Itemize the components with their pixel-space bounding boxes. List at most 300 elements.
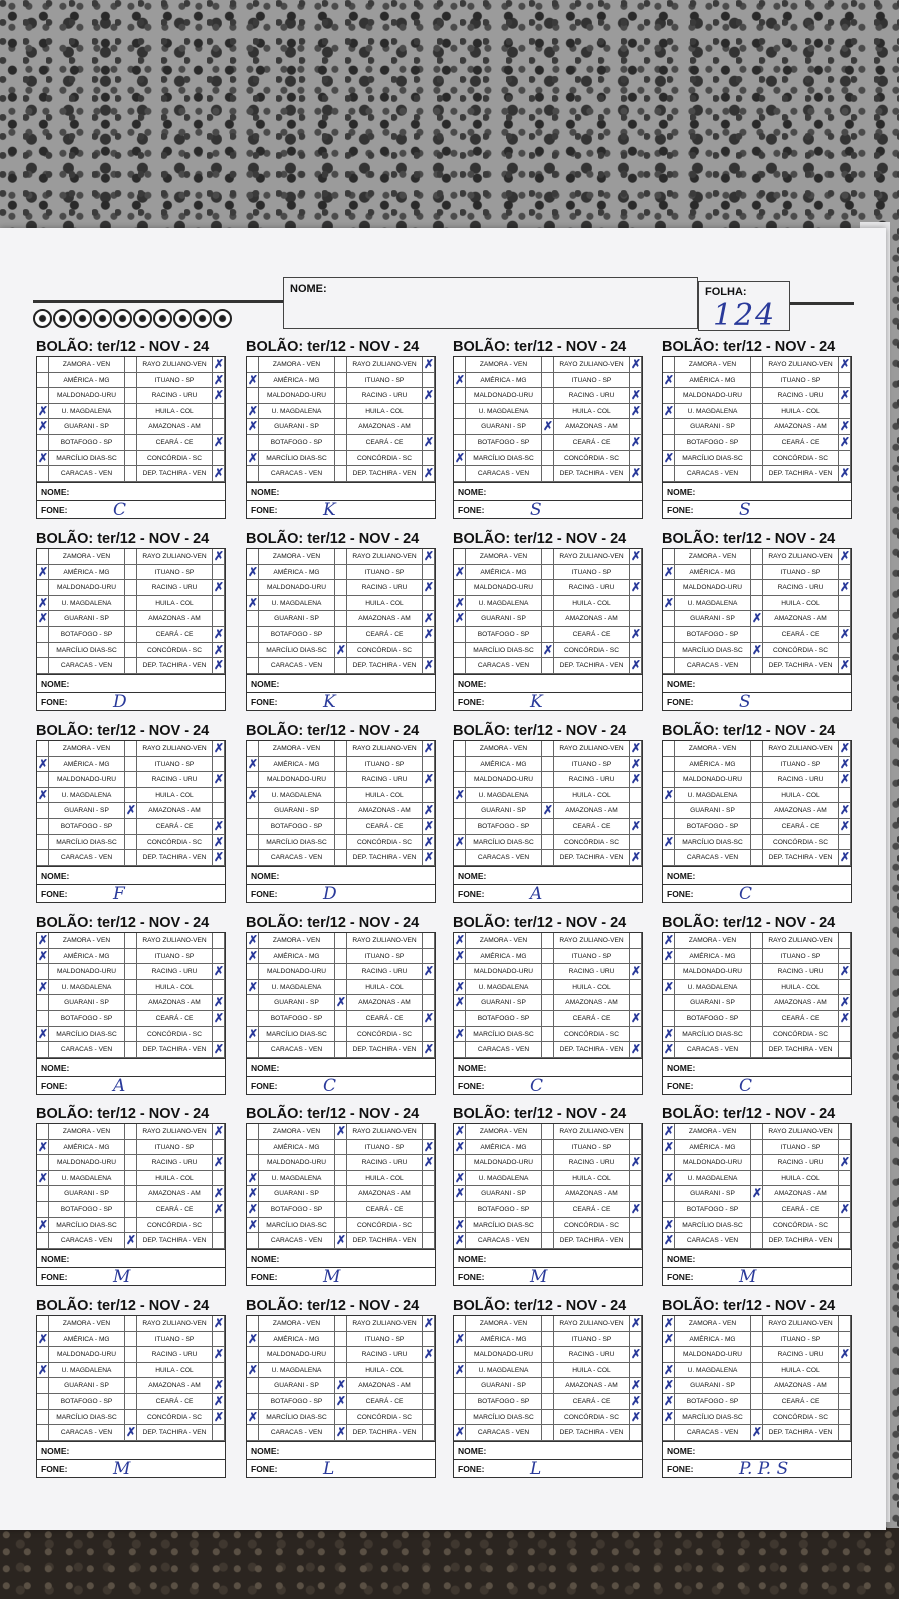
pick-box-away[interactable]	[630, 373, 642, 388]
pick-box-home[interactable]	[247, 1186, 259, 1201]
pick-box-away[interactable]	[423, 1171, 435, 1186]
pick-box-draw[interactable]	[125, 466, 137, 481]
pick-box-home[interactable]	[247, 803, 259, 818]
pick-box-draw[interactable]	[335, 933, 347, 948]
pick-box-draw[interactable]	[751, 1316, 763, 1331]
pick-box-away[interactable]	[213, 643, 225, 658]
pick-box-draw[interactable]	[125, 1202, 137, 1217]
phone-value[interactable]: L	[530, 1458, 542, 1479]
pick-box-away[interactable]	[630, 419, 642, 434]
pick-box-away[interactable]	[630, 1027, 642, 1042]
pick-box-away[interactable]	[213, 819, 225, 834]
pick-box-home[interactable]	[663, 627, 675, 642]
pick-box-draw[interactable]	[751, 949, 763, 964]
pick-box-draw[interactable]	[751, 819, 763, 834]
pick-box-home[interactable]	[37, 373, 49, 388]
pick-box-away[interactable]	[423, 580, 435, 595]
pick-box-away[interactable]	[213, 549, 225, 564]
pick-box-away[interactable]	[630, 1218, 642, 1233]
pick-box-draw[interactable]	[751, 435, 763, 450]
pick-box-home[interactable]	[663, 995, 675, 1010]
pick-box-away[interactable]	[839, 835, 851, 850]
pick-box-home[interactable]	[247, 1363, 259, 1378]
pick-box-draw[interactable]	[751, 1363, 763, 1378]
pick-box-draw[interactable]	[542, 850, 554, 865]
pick-box-away[interactable]	[630, 643, 642, 658]
pick-box-away[interactable]	[630, 451, 642, 466]
pick-box-home[interactable]	[454, 388, 466, 403]
pick-box-draw[interactable]	[335, 1378, 347, 1393]
pick-box-draw[interactable]	[335, 1124, 347, 1139]
pick-box-home[interactable]	[37, 995, 49, 1010]
phone-value[interactable]: M	[739, 1266, 757, 1287]
pick-box-away[interactable]	[630, 772, 642, 787]
pick-box-home[interactable]	[247, 419, 259, 434]
pick-box-draw[interactable]	[751, 1202, 763, 1217]
pick-box-draw[interactable]	[751, 1233, 763, 1248]
pick-box-home[interactable]	[663, 466, 675, 481]
pick-box-draw[interactable]	[751, 964, 763, 979]
pick-box-home[interactable]	[663, 658, 675, 673]
pick-box-draw[interactable]	[335, 1186, 347, 1201]
pick-box-away[interactable]	[423, 1027, 435, 1042]
pick-box-draw[interactable]	[125, 451, 137, 466]
pick-box-home[interactable]	[663, 803, 675, 818]
pick-box-home[interactable]	[37, 1186, 49, 1201]
pick-box-away[interactable]	[213, 1042, 225, 1057]
pick-box-away[interactable]	[423, 1124, 435, 1139]
pick-box-draw[interactable]	[335, 1027, 347, 1042]
pick-box-home[interactable]	[37, 964, 49, 979]
pick-box-draw[interactable]	[335, 819, 347, 834]
pick-box-away[interactable]	[423, 1332, 435, 1347]
pick-box-draw[interactable]	[125, 1363, 137, 1378]
pick-box-home[interactable]	[663, 1218, 675, 1233]
pick-box-away[interactable]	[423, 611, 435, 626]
pick-box-draw[interactable]	[335, 835, 347, 850]
pick-box-away[interactable]	[630, 549, 642, 564]
pick-box-draw[interactable]	[335, 980, 347, 995]
pick-box-home[interactable]	[663, 1394, 675, 1409]
pick-box-home[interactable]	[247, 1410, 259, 1425]
pick-box-home[interactable]	[663, 1378, 675, 1393]
pick-box-away[interactable]	[213, 1425, 225, 1440]
pick-box-away[interactable]	[630, 1425, 642, 1440]
phone-value[interactable]: D	[113, 691, 127, 712]
pick-box-away[interactable]	[213, 1124, 225, 1139]
pick-box-home[interactable]	[247, 1011, 259, 1026]
pick-box-draw[interactable]	[335, 549, 347, 564]
name-value[interactable]	[500, 867, 642, 884]
pick-box-home[interactable]	[37, 580, 49, 595]
pick-box-away[interactable]	[213, 435, 225, 450]
name-value[interactable]	[709, 1250, 851, 1267]
pick-box-away[interactable]	[630, 1155, 642, 1170]
pick-box-home[interactable]	[247, 980, 259, 995]
pick-box-draw[interactable]	[542, 1410, 554, 1425]
pick-box-away[interactable]	[839, 964, 851, 979]
name-value[interactable]	[83, 675, 225, 692]
pick-box-home[interactable]	[37, 1410, 49, 1425]
pick-box-away[interactable]	[423, 404, 435, 419]
pick-box-away[interactable]	[423, 1042, 435, 1057]
pick-box-draw[interactable]	[751, 980, 763, 995]
pick-box-home[interactable]	[454, 1011, 466, 1026]
name-value[interactable]	[500, 483, 642, 500]
pick-box-draw[interactable]	[335, 1394, 347, 1409]
pick-box-home[interactable]	[454, 995, 466, 1010]
pick-box-draw[interactable]	[542, 1042, 554, 1057]
pick-box-away[interactable]	[423, 850, 435, 865]
pick-box-home[interactable]	[454, 1218, 466, 1233]
pick-box-away[interactable]	[423, 803, 435, 818]
pick-box-draw[interactable]	[751, 357, 763, 372]
pick-box-draw[interactable]	[125, 404, 137, 419]
pick-box-away[interactable]	[839, 1011, 851, 1026]
pick-box-away[interactable]	[839, 1140, 851, 1155]
pick-box-home[interactable]	[663, 435, 675, 450]
pick-box-away[interactable]	[630, 803, 642, 818]
pick-box-draw[interactable]	[335, 404, 347, 419]
pick-box-draw[interactable]	[125, 995, 137, 1010]
pick-box-home[interactable]	[37, 1155, 49, 1170]
pick-box-away[interactable]	[630, 1316, 642, 1331]
pick-box-draw[interactable]	[542, 1186, 554, 1201]
pick-box-home[interactable]	[663, 980, 675, 995]
pick-box-draw[interactable]	[335, 1410, 347, 1425]
pick-box-away[interactable]	[423, 1202, 435, 1217]
pick-box-home[interactable]	[37, 627, 49, 642]
pick-box-draw[interactable]	[125, 1425, 137, 1440]
pick-box-home[interactable]	[247, 1124, 259, 1139]
pick-box-away[interactable]	[423, 819, 435, 834]
pick-box-draw[interactable]	[542, 419, 554, 434]
pick-box-draw[interactable]	[542, 1171, 554, 1186]
pick-box-away[interactable]	[213, 373, 225, 388]
pick-box-home[interactable]	[663, 850, 675, 865]
phone-value[interactable]: C	[739, 883, 753, 904]
pick-box-away[interactable]	[213, 419, 225, 434]
pick-box-draw[interactable]	[542, 1233, 554, 1248]
pick-box-away[interactable]	[839, 627, 851, 642]
pick-box-draw[interactable]	[125, 1347, 137, 1362]
pick-box-draw[interactable]	[751, 1425, 763, 1440]
pick-box-away[interactable]	[839, 1394, 851, 1409]
pick-box-draw[interactable]	[751, 373, 763, 388]
pick-box-draw[interactable]	[125, 772, 137, 787]
pick-box-home[interactable]	[454, 1410, 466, 1425]
pick-box-home[interactable]	[663, 1186, 675, 1201]
pick-box-away[interactable]	[213, 580, 225, 595]
pick-box-home[interactable]	[37, 1316, 49, 1331]
pick-box-draw[interactable]	[335, 388, 347, 403]
pick-box-away[interactable]	[630, 1042, 642, 1057]
pick-box-home[interactable]	[37, 1202, 49, 1217]
phone-value[interactable]: K	[323, 499, 336, 520]
pick-box-away[interactable]	[839, 1233, 851, 1248]
pick-box-away[interactable]	[213, 1171, 225, 1186]
pick-box-home[interactable]	[247, 1378, 259, 1393]
pick-box-away[interactable]	[213, 803, 225, 818]
pick-box-home[interactable]	[247, 757, 259, 772]
pick-box-home[interactable]	[663, 1316, 675, 1331]
pick-box-draw[interactable]	[125, 788, 137, 803]
pick-box-away[interactable]	[839, 451, 851, 466]
pick-box-draw[interactable]	[125, 980, 137, 995]
pick-box-draw[interactable]	[542, 1124, 554, 1139]
pick-box-home[interactable]	[247, 388, 259, 403]
pick-box-draw[interactable]	[335, 788, 347, 803]
pick-box-draw[interactable]	[125, 658, 137, 673]
phone-value[interactable]: C	[530, 1075, 544, 1096]
pick-box-away[interactable]	[839, 611, 851, 626]
pick-box-away[interactable]	[423, 1140, 435, 1155]
pick-box-away[interactable]	[630, 1378, 642, 1393]
pick-box-draw[interactable]	[542, 933, 554, 948]
pick-box-away[interactable]	[213, 1410, 225, 1425]
pick-box-home[interactable]	[454, 1124, 466, 1139]
pick-box-home[interactable]	[454, 611, 466, 626]
pick-box-home[interactable]	[247, 373, 259, 388]
pick-box-away[interactable]	[839, 549, 851, 564]
pick-box-home[interactable]	[454, 933, 466, 948]
pick-box-draw[interactable]	[542, 1027, 554, 1042]
name-value[interactable]	[83, 483, 225, 500]
pick-box-away[interactable]	[630, 1332, 642, 1347]
pick-box-home[interactable]	[663, 404, 675, 419]
pick-box-away[interactable]	[630, 1186, 642, 1201]
pick-box-home[interactable]	[454, 949, 466, 964]
pick-box-draw[interactable]	[335, 757, 347, 772]
pick-box-draw[interactable]	[335, 435, 347, 450]
pick-box-away[interactable]	[630, 949, 642, 964]
pick-box-draw[interactable]	[335, 643, 347, 658]
pick-box-away[interactable]	[423, 1378, 435, 1393]
pick-box-away[interactable]	[839, 580, 851, 595]
pick-box-away[interactable]	[630, 819, 642, 834]
pick-box-draw[interactable]	[542, 788, 554, 803]
pick-box-draw[interactable]	[542, 772, 554, 787]
pick-box-home[interactable]	[663, 419, 675, 434]
pick-box-home[interactable]	[247, 565, 259, 580]
pick-box-draw[interactable]	[542, 803, 554, 818]
pick-box-home[interactable]	[37, 1124, 49, 1139]
pick-box-home[interactable]	[247, 1042, 259, 1057]
pick-box-home[interactable]	[37, 1011, 49, 1026]
pick-box-home[interactable]	[247, 1347, 259, 1362]
pick-box-draw[interactable]	[751, 1155, 763, 1170]
pick-box-home[interactable]	[247, 451, 259, 466]
pick-box-home[interactable]	[37, 1347, 49, 1362]
pick-box-home[interactable]	[454, 658, 466, 673]
phone-value[interactable]: A	[113, 1075, 126, 1096]
pick-box-away[interactable]	[213, 1347, 225, 1362]
pick-box-draw[interactable]	[542, 819, 554, 834]
pick-box-home[interactable]	[37, 1378, 49, 1393]
name-value[interactable]	[293, 1442, 435, 1459]
pick-box-draw[interactable]	[125, 1171, 137, 1186]
pick-box-draw[interactable]	[125, 835, 137, 850]
pick-box-draw[interactable]	[542, 627, 554, 642]
pick-box-away[interactable]	[423, 949, 435, 964]
pick-box-home[interactable]	[454, 1332, 466, 1347]
pick-box-draw[interactable]	[125, 357, 137, 372]
pick-box-away[interactable]	[839, 419, 851, 434]
name-value[interactable]	[709, 1059, 851, 1076]
pick-box-away[interactable]	[630, 388, 642, 403]
pick-box-home[interactable]	[663, 835, 675, 850]
pick-box-home[interactable]	[247, 933, 259, 948]
pick-box-away[interactable]	[630, 435, 642, 450]
pick-box-away[interactable]	[839, 357, 851, 372]
pick-box-draw[interactable]	[125, 1316, 137, 1331]
pick-box-draw[interactable]	[751, 404, 763, 419]
pick-box-draw[interactable]	[751, 1171, 763, 1186]
pick-box-home[interactable]	[37, 1027, 49, 1042]
pick-box-draw[interactable]	[335, 1425, 347, 1440]
pick-box-draw[interactable]	[751, 1347, 763, 1362]
pick-box-draw[interactable]	[335, 803, 347, 818]
pick-box-home[interactable]	[37, 451, 49, 466]
name-value[interactable]	[293, 675, 435, 692]
pick-box-home[interactable]	[247, 741, 259, 756]
pick-box-draw[interactable]	[335, 995, 347, 1010]
pick-box-home[interactable]	[454, 980, 466, 995]
pick-box-away[interactable]	[839, 819, 851, 834]
pick-box-away[interactable]	[423, 788, 435, 803]
pick-box-draw[interactable]	[751, 1410, 763, 1425]
pick-box-home[interactable]	[247, 580, 259, 595]
pick-box-home[interactable]	[454, 404, 466, 419]
pick-box-away[interactable]	[630, 1347, 642, 1362]
pick-box-home[interactable]	[454, 1394, 466, 1409]
pick-box-home[interactable]	[247, 1425, 259, 1440]
pick-box-home[interactable]	[663, 1140, 675, 1155]
pick-box-draw[interactable]	[335, 1011, 347, 1026]
pick-box-draw[interactable]	[542, 611, 554, 626]
pick-box-away[interactable]	[213, 596, 225, 611]
pick-box-home[interactable]	[247, 1332, 259, 1347]
pick-box-draw[interactable]	[542, 388, 554, 403]
pick-box-home[interactable]	[663, 451, 675, 466]
pick-box-away[interactable]	[839, 1363, 851, 1378]
pick-box-home[interactable]	[663, 388, 675, 403]
pick-box-away[interactable]	[423, 1155, 435, 1170]
pick-box-draw[interactable]	[542, 1011, 554, 1026]
phone-value[interactable]: M	[113, 1266, 131, 1287]
pick-box-home[interactable]	[247, 627, 259, 642]
pick-box-away[interactable]	[630, 964, 642, 979]
pick-box-home[interactable]	[247, 549, 259, 564]
pick-box-draw[interactable]	[335, 580, 347, 595]
pick-box-away[interactable]	[423, 565, 435, 580]
pick-box-draw[interactable]	[335, 1140, 347, 1155]
pick-box-home[interactable]	[454, 627, 466, 642]
pick-box-home[interactable]	[247, 658, 259, 673]
pick-box-home[interactable]	[37, 803, 49, 818]
pick-box-draw[interactable]	[542, 643, 554, 658]
pick-box-home[interactable]	[37, 611, 49, 626]
pick-box-home[interactable]	[247, 466, 259, 481]
pick-box-home[interactable]	[454, 373, 466, 388]
pick-box-away[interactable]	[213, 1233, 225, 1248]
pick-box-home[interactable]	[37, 1233, 49, 1248]
pick-box-draw[interactable]	[751, 757, 763, 772]
pick-box-home[interactable]	[454, 596, 466, 611]
pick-box-draw[interactable]	[335, 357, 347, 372]
pick-box-home[interactable]	[37, 1425, 49, 1440]
pick-box-draw[interactable]	[125, 1233, 137, 1248]
pick-box-draw[interactable]	[751, 835, 763, 850]
pick-box-draw[interactable]	[335, 964, 347, 979]
pick-box-draw[interactable]	[542, 980, 554, 995]
pick-box-home[interactable]	[37, 643, 49, 658]
pick-box-draw[interactable]	[542, 1378, 554, 1393]
pick-box-draw[interactable]	[542, 741, 554, 756]
pick-box-home[interactable]	[663, 357, 675, 372]
pick-box-draw[interactable]	[335, 1202, 347, 1217]
pick-box-draw[interactable]	[751, 1027, 763, 1042]
pick-box-draw[interactable]	[335, 451, 347, 466]
pick-box-home[interactable]	[37, 741, 49, 756]
phone-value[interactable]: K	[323, 691, 336, 712]
pick-box-away[interactable]	[213, 658, 225, 673]
pick-box-draw[interactable]	[542, 404, 554, 419]
pick-box-away[interactable]	[213, 835, 225, 850]
pick-box-home[interactable]	[37, 435, 49, 450]
pick-box-home[interactable]	[454, 435, 466, 450]
pick-box-home[interactable]	[663, 611, 675, 626]
pick-box-away[interactable]	[839, 1332, 851, 1347]
pick-box-home[interactable]	[247, 357, 259, 372]
pick-box-home[interactable]	[663, 1155, 675, 1170]
pick-box-draw[interactable]	[542, 580, 554, 595]
pick-box-away[interactable]	[630, 1171, 642, 1186]
pick-box-home[interactable]	[663, 549, 675, 564]
pick-box-home[interactable]	[454, 1316, 466, 1331]
pick-box-home[interactable]	[454, 451, 466, 466]
name-value[interactable]	[500, 1059, 642, 1076]
pick-box-away[interactable]	[423, 741, 435, 756]
pick-box-away[interactable]	[630, 580, 642, 595]
pick-box-draw[interactable]	[335, 373, 347, 388]
pick-box-draw[interactable]	[125, 596, 137, 611]
pick-box-draw[interactable]	[125, 757, 137, 772]
pick-box-away[interactable]	[839, 1218, 851, 1233]
pick-box-draw[interactable]	[542, 373, 554, 388]
pick-box-draw[interactable]	[751, 1394, 763, 1409]
name-value[interactable]	[500, 1250, 642, 1267]
pick-box-home[interactable]	[37, 772, 49, 787]
pick-box-draw[interactable]	[751, 803, 763, 818]
pick-box-away[interactable]	[839, 1042, 851, 1057]
name-value[interactable]	[83, 1059, 225, 1076]
pick-box-home[interactable]	[37, 1363, 49, 1378]
pick-box-away[interactable]	[839, 565, 851, 580]
pick-box-draw[interactable]	[335, 772, 347, 787]
pick-box-away[interactable]	[630, 1011, 642, 1026]
pick-box-home[interactable]	[37, 819, 49, 834]
pick-box-away[interactable]	[423, 451, 435, 466]
pick-box-draw[interactable]	[125, 373, 137, 388]
pick-box-draw[interactable]	[751, 658, 763, 673]
pick-box-away[interactable]	[423, 658, 435, 673]
pick-box-draw[interactable]	[542, 1316, 554, 1331]
pick-box-home[interactable]	[663, 964, 675, 979]
pick-box-away[interactable]	[213, 1332, 225, 1347]
pick-box-away[interactable]	[839, 1171, 851, 1186]
pick-box-draw[interactable]	[125, 1410, 137, 1425]
